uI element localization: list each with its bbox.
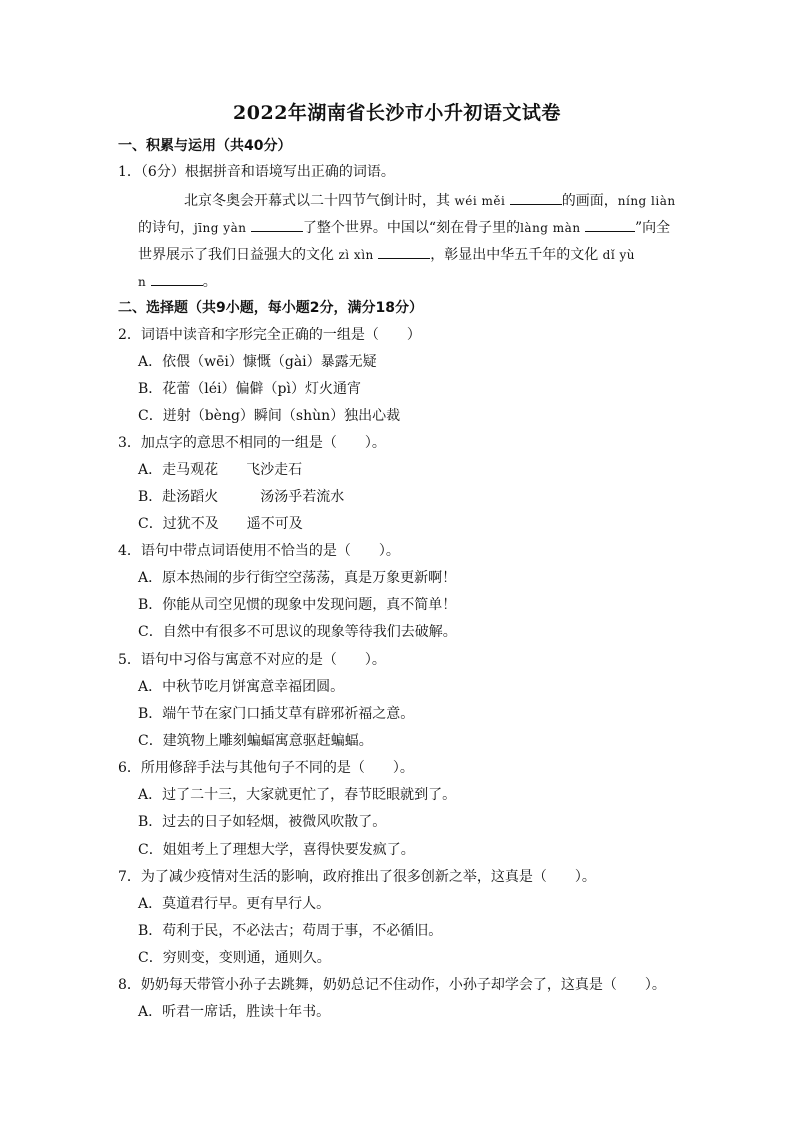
answer-blank[interactable] [251, 217, 303, 232]
option-c[interactable]: C．姐姐考上了理想大学，喜得快要发疯了。 [138, 842, 415, 858]
section-1-heading: 一、积累与运用（共40分） [118, 138, 292, 154]
option-a[interactable]: A．听君一席话，胜读十年书。 [138, 1004, 331, 1020]
q1-pinyin-4: làng màn [520, 221, 581, 235]
question-stem: 7．为了减少疫情对生活的影响，政府推出了很多创新之举，这真是（ ）。 [118, 869, 596, 885]
option-b[interactable]: B．端午节在家门口插艾草有辟邪祈福之意。 [138, 706, 415, 722]
answer-blank[interactable] [378, 244, 430, 259]
question-stem: 2．词语中读音和字形完全正确的一组是（ ） [118, 327, 421, 343]
option-c[interactable]: C．建筑物上雕刻蝙蝠寓意驱赶蝙蝠。 [138, 733, 373, 749]
q1-text: 。 [202, 274, 217, 290]
question-stem: 3．加点字的意思不相同的一组是（ ）。 [118, 435, 386, 451]
answer-blank[interactable] [151, 271, 203, 286]
q1-pinyin-3: jīng yàn [194, 221, 247, 235]
q1-text: 了整个世界。中国以“刻在骨子里的 [302, 220, 521, 236]
option-c[interactable]: C．过犹不及 遥不可及 [138, 516, 303, 532]
option-b[interactable]: B．苟利于民，不必法古；苟周于事，不必循旧。 [138, 923, 443, 939]
question-1-line-2 [138, 217, 670, 238]
q1-pinyin-2: níng liàn [617, 194, 676, 208]
q1-pinyin-1: wéi měi [454, 194, 506, 208]
option-c[interactable]: C．自然中有很多不可思议的现象等待我们去破解。 [138, 624, 457, 640]
option-c[interactable]: C．穷则变，变则通，通则久。 [138, 950, 331, 966]
q1-text: 北京冬奥会开幕式以二十四节气倒计时，其 [184, 193, 450, 209]
option-b[interactable]: B．你能从司空见惯的现象中发现问题，真不简单！ [138, 597, 457, 613]
answer-blank[interactable] [510, 190, 562, 205]
q1-text: 的诗句， [138, 220, 194, 236]
q1-text: 的画面， [561, 193, 618, 209]
question-1-line-4 [138, 271, 217, 292]
option-b[interactable]: B．过去的日子如轻烟，被微风吹散了。 [138, 814, 387, 830]
question-1-line-1 [184, 190, 676, 211]
q1-pinyin-6-end: n [138, 275, 147, 289]
option-c[interactable]: C．迸射（bèng）瞬间（shùn）独出心裁 [138, 408, 401, 424]
section-2-heading: 二、选择题（共9小题，每小题2分，满分18分） [118, 300, 423, 316]
option-b[interactable]: B．花蕾（léi）偏僻（pì）灯火通宵 [138, 381, 361, 397]
question-stem: 4．语句中带点词语使用不恰当的是（ ）。 [118, 543, 400, 559]
answer-blank[interactable] [585, 217, 635, 232]
option-a[interactable]: A．原本热闹的步行街空空荡荡，真是万象更新啊！ [138, 570, 457, 586]
q1-text: ”向全 [635, 220, 671, 236]
option-b[interactable]: B．赴汤蹈火 汤汤乎若流水 [138, 489, 345, 505]
question-1-stem: 1．（6分）根据拼音和语境写出正确的词语。 [118, 164, 395, 180]
question-stem: 6．所用修辞手法与其他句子不同的是（ ）。 [118, 760, 414, 776]
q1-text: 世界展示了我们日益强大的文化 [138, 247, 334, 263]
question-1-line-3 [138, 244, 635, 265]
option-a[interactable]: A．莫道君行早。更有早行人。 [138, 896, 331, 912]
q1-text: ，彰显出中华五千年的文化 [430, 247, 599, 263]
page-title: 2022年湖南省长沙市小升初语文试卷 [233, 102, 561, 124]
question-stem: 8．奶奶每天带管小孙子去跳舞，奶奶总记不住动作，小孙子却学会了，这真是（ ）。 [118, 977, 666, 993]
option-a[interactable]: A．走马观花 飞沙走石 [138, 462, 303, 478]
option-a[interactable]: A．过了二十三，大家就更忙了，春节眨眼就到了。 [138, 787, 457, 803]
q1-pinyin-6: dǐ yù [602, 248, 636, 262]
question-stem: 5．语句中习俗与寓意不对应的是（ ）。 [118, 652, 386, 668]
option-a[interactable]: A．中秋节吃月饼寓意幸福团圆。 [138, 679, 345, 695]
option-a[interactable]: A．依偎（wēi）慷慨（gài）暴露无疑 [138, 354, 377, 370]
q1-pinyin-5: zì xìn [338, 248, 374, 262]
